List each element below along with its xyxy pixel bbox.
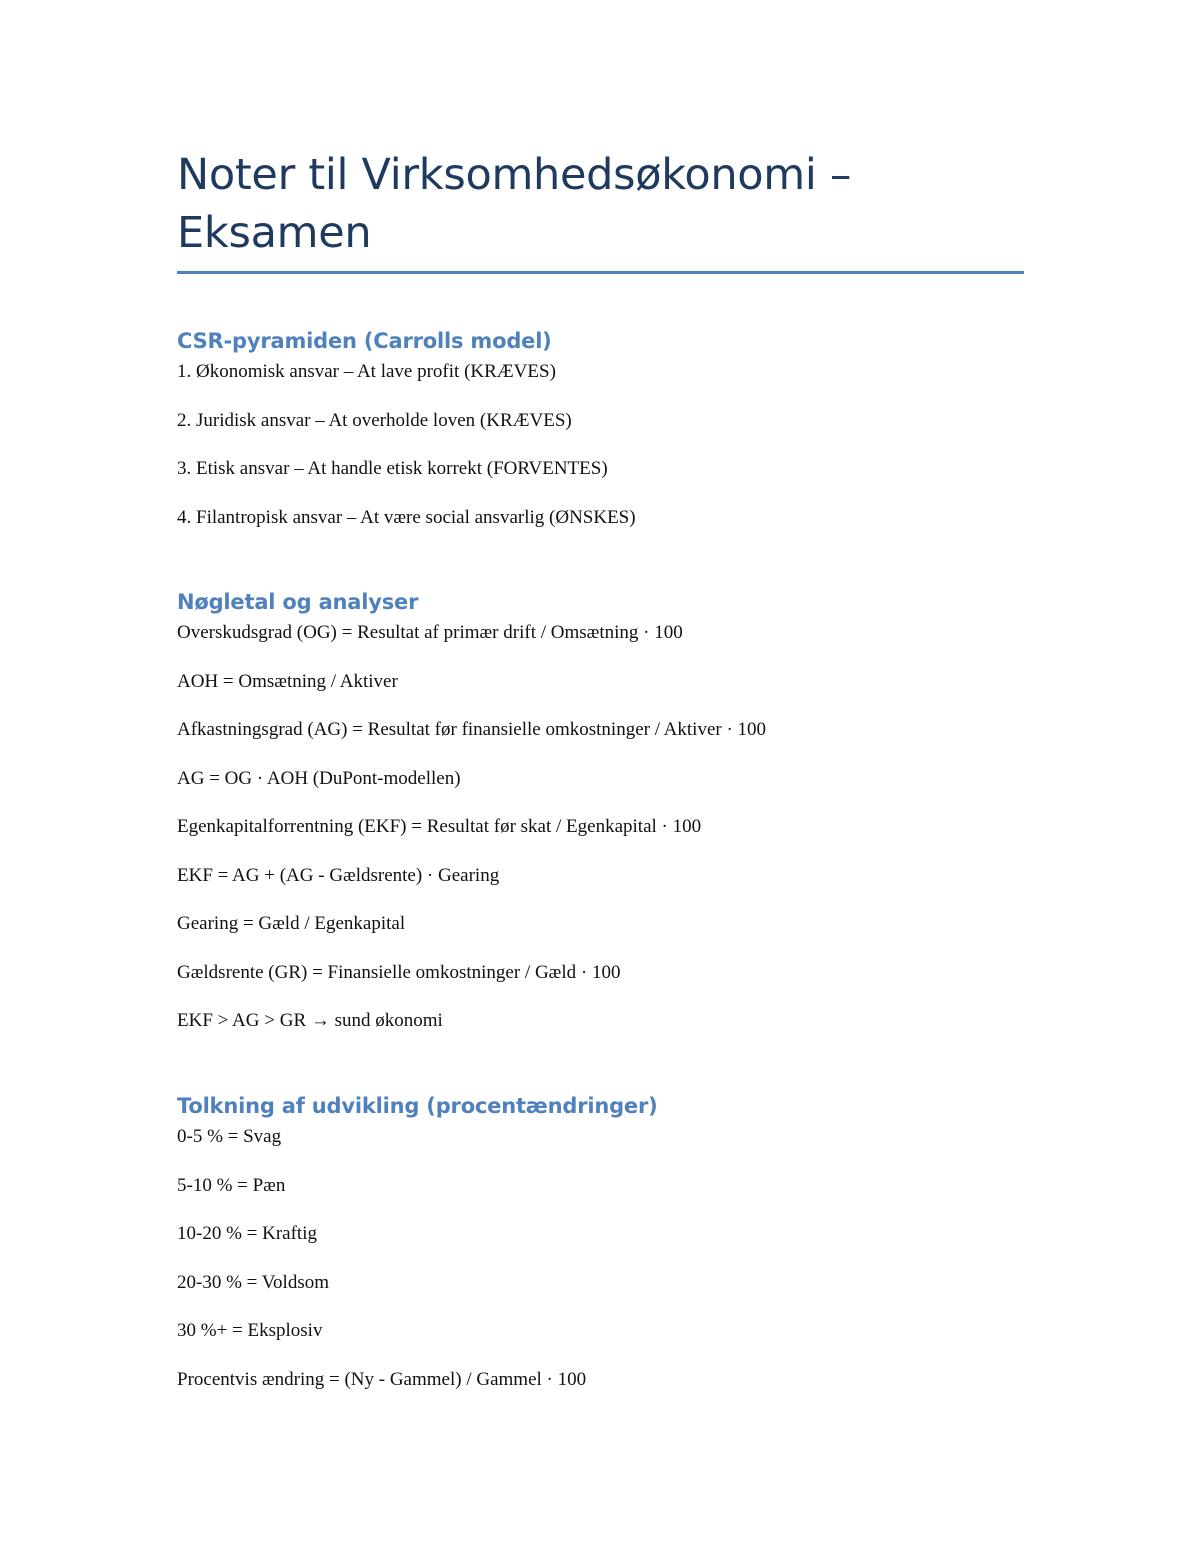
- formula-line: AOH = Omsætning / Aktiver: [177, 670, 398, 692]
- list-item: 2. Juridisk ansvar – At overholde loven (KRÆVES): [177, 409, 572, 431]
- list-item: 3. Etisk ansvar – At handle etisk korrekt (FORVENTES): [177, 458, 608, 479]
- formula-line: Egenkapitalforrentning (EKF) = Resultat før skat / Egenkapital · 100: [177, 816, 702, 837]
- list-item: 10-20 % = Kraftig: [177, 1223, 317, 1244]
- section-heading: CSR-pyramiden (Carrolls model): [177, 329, 552, 353]
- formula-line: Procentvis ændring = (Ny - Gammel) / Gammel · 100: [177, 1368, 587, 1390]
- section-interpretation: [177, 1089, 1027, 1414]
- document-title: Noter til Virksomhedsøkonomi – Eksamen: [177, 150, 852, 258]
- section-csr-pyramid: [177, 324, 1027, 552]
- list-item: 5-10 % = Pæn: [177, 1174, 286, 1196]
- list-item: 1. Økonomisk ansvar – At lave profit (KRÆVES): [177, 361, 556, 382]
- list-item: 20-30 % = Voldsom: [177, 1271, 329, 1293]
- formula-line: EKF = AG + (AG - Gældsrente) · Gearing: [177, 864, 500, 886]
- formula-line: Overskudsgrad (OG) = Resultat af primær drift / Omsætning · 100: [177, 622, 683, 643]
- section-heading: Tolkning af udvikling (procentændringer): [177, 1094, 658, 1118]
- section-heading: Nøgletal og analyser: [177, 590, 419, 614]
- section-key-figures: [177, 585, 1027, 1056]
- title-underline: [177, 271, 1024, 274]
- formula-line: AG = OG · AOH (DuPont-modellen): [177, 767, 461, 789]
- formula-line: Gældsrente (GR) = Finansielle omkostninger / Gæld · 100: [177, 961, 621, 983]
- formula-line: Gearing = Gæld / Egenkapital: [177, 913, 406, 934]
- formula-line: Afkastningsgrad (AG) = Resultat før finansielle omkostninger / Aktiver · 100: [177, 719, 767, 740]
- list-item: 30 %+ = Eksplosiv: [177, 1320, 323, 1341]
- list-item: 4. Filantropisk ansvar – At være social ansvarlig (ØNSKES): [177, 506, 636, 528]
- list-item: 0-5 % = Svag: [177, 1126, 282, 1147]
- formula-line: EKF > AG > GR → sund økonomi: [177, 1010, 443, 1031]
